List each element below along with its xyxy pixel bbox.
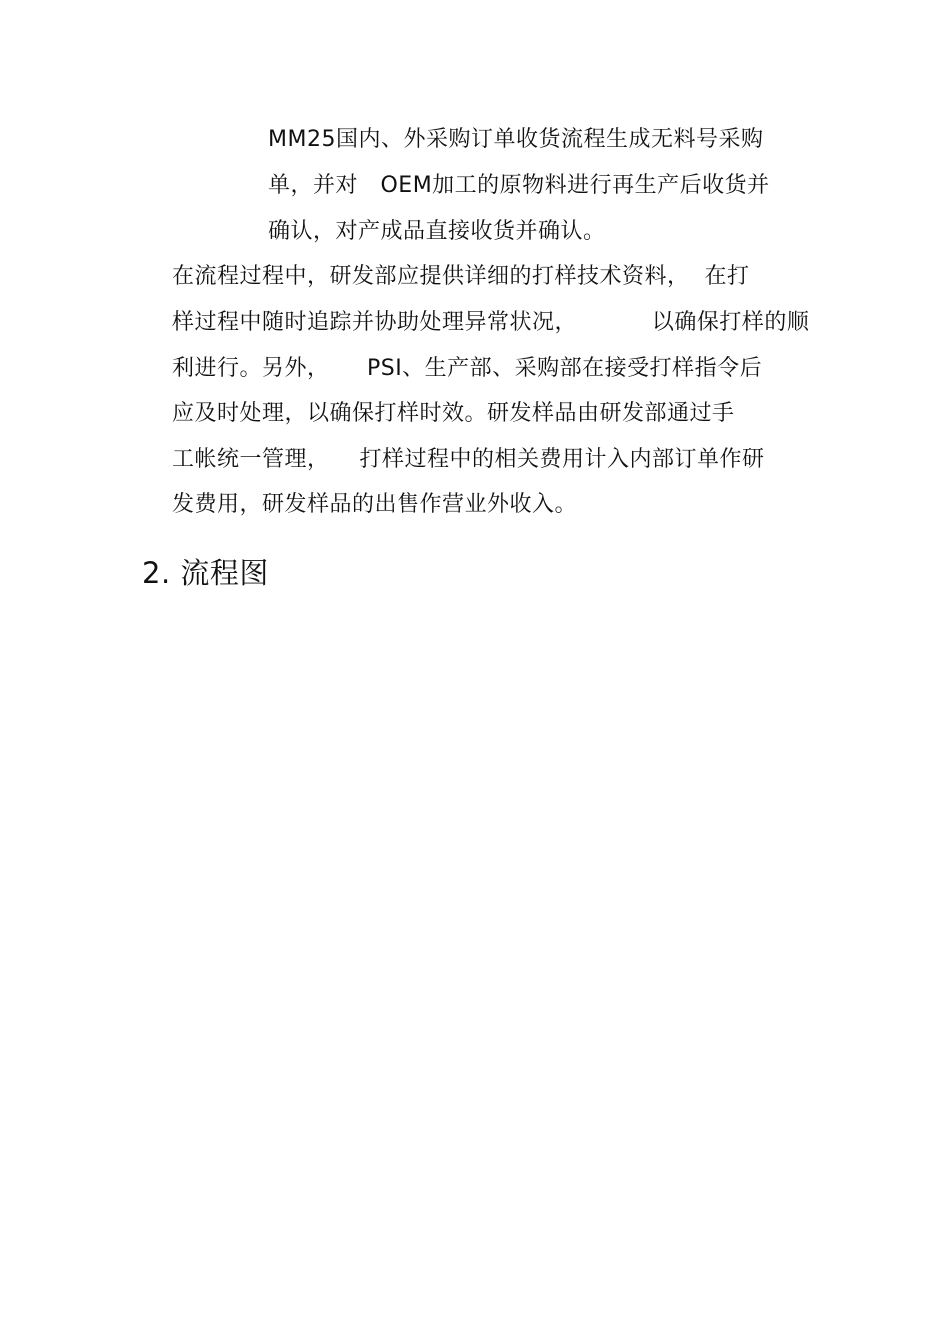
text-line: MM25国内、外采购订单收货流程生成无料号采购: [268, 127, 764, 152]
text-line: 工帐统一管理， 打样过程中的相关费用计入内部订单作研: [172, 447, 765, 472]
text-line: 样过程中随时追踪并协助处理异常状况， 以确保打样的顺: [172, 310, 810, 335]
section-heading: 2. 流程图: [142, 556, 269, 590]
text-line: 在流程过程中，研发部应提供详细的打样技术资料， 在打: [172, 264, 750, 289]
text-line: 利进行。另外， PSI、生产部、采购部在接受打样指令后: [172, 356, 763, 381]
text-line: 应及时处理，以确保打样时效。研发样品由研发部通过手: [172, 401, 735, 426]
text-line: 单，并对 OEM加工的原物料进行再生产后收货并: [268, 173, 770, 198]
text-line: 确认，对产成品直接收货并确认。: [268, 219, 606, 244]
text-line: 发费用，研发样品的出售作营业外收入。: [172, 492, 578, 517]
